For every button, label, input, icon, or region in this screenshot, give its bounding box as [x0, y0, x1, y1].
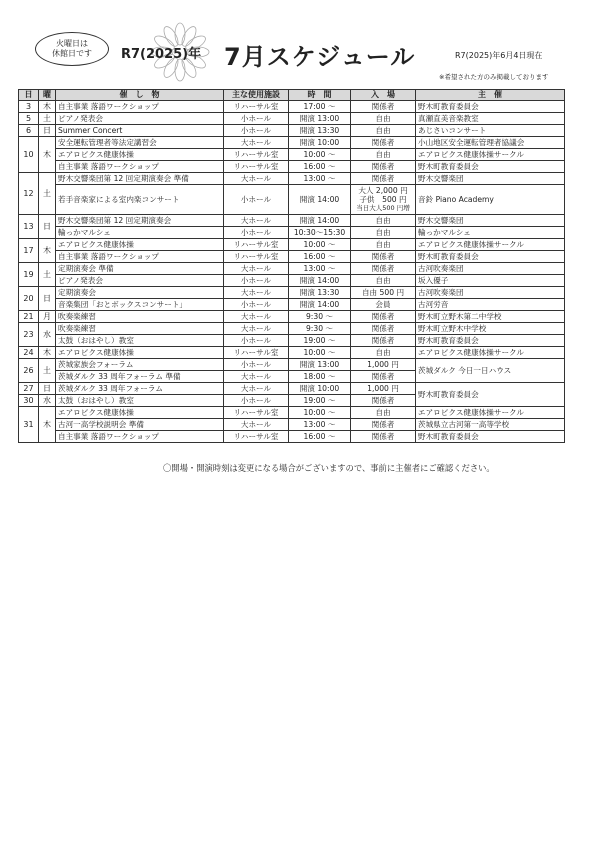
admission-cell: 関係者: [351, 137, 416, 149]
weekday-cell: 土: [39, 263, 56, 287]
col-header-venue: 主な使用施設: [224, 90, 289, 101]
organizer-cell: 古河労音: [416, 299, 565, 311]
venue-cell: 小ホール: [224, 185, 289, 215]
venue-cell: 小ホール: [224, 275, 289, 287]
venue-cell: 小ホール: [224, 299, 289, 311]
day-cell: 19: [19, 263, 39, 287]
organizer-cell: 野木町教育委員会: [416, 101, 565, 113]
time-cell: 開演 14:00: [289, 299, 351, 311]
day-cell: 10: [19, 137, 39, 173]
event-cell: 若手音楽家による室内楽コンサート: [56, 185, 224, 215]
time-cell: 19:00 ～: [289, 335, 351, 347]
event-cell: 定期演奏会: [56, 287, 224, 299]
venue-cell: 大ホール: [224, 137, 289, 149]
weekday-cell: 月: [39, 311, 56, 323]
time-cell: 開演 13:30: [289, 125, 351, 137]
listing-note: ※希望された方のみ掲載しております: [439, 73, 549, 81]
venue-cell: リハーサル室: [224, 407, 289, 419]
event-cell: 自主事業 落語ワークショップ: [56, 101, 224, 113]
table-row: [19, 347, 565, 359]
organizer-cell: 坂入優子: [416, 275, 565, 287]
admission-cell: 関係者: [351, 395, 416, 407]
venue-cell: 小ホール: [224, 395, 289, 407]
admission-line: 当日大人500 円増: [356, 204, 410, 212]
time-cell: 10:00 ～: [289, 149, 351, 161]
table-row: [19, 101, 565, 113]
event-cell: 定期演奏会 準備: [56, 263, 224, 275]
admission-cell: 1,000 円: [351, 359, 416, 371]
organizer-cell: 野木町立野木第二中学校: [416, 311, 565, 323]
table-row: [19, 227, 565, 239]
venue-cell: 大ホール: [224, 383, 289, 395]
event-cell: 古河一高学校説明会 準備: [56, 419, 224, 431]
schedule-body: [19, 101, 565, 443]
venue-cell: 大ホール: [224, 215, 289, 227]
time-cell: 18:00 ～: [289, 371, 351, 383]
col-header-time: 時 間: [289, 90, 351, 101]
event-cell: 輪っかマルシェ: [56, 227, 224, 239]
admission-cell: 関係者: [351, 173, 416, 185]
venue-cell: 大ホール: [224, 287, 289, 299]
time-cell: 開演 13:30: [289, 287, 351, 299]
admission-cell: 自由: [351, 125, 416, 137]
admission-cell: [351, 185, 416, 215]
venue-cell: 大ホール: [224, 311, 289, 323]
schedule-table: [18, 89, 565, 443]
organizer-cell: 古河吹奏楽団: [416, 263, 565, 275]
weekday-cell: 水: [39, 323, 56, 347]
admission-cell: 関係者: [351, 263, 416, 275]
admission-cell: 関係者: [351, 251, 416, 263]
venue-cell: 大ホール: [224, 263, 289, 275]
admission-cell: 関係者: [351, 431, 416, 443]
event-cell: 野木交響楽団第 12 回定期演奏会 準備: [56, 173, 224, 185]
day-cell: 23: [19, 323, 39, 347]
table-row: [19, 407, 565, 419]
weekday-cell: 木: [39, 407, 56, 443]
venue-cell: リハーサル室: [224, 431, 289, 443]
time-cell: 開演 10:00: [289, 383, 351, 395]
admission-cell: 関係者: [351, 161, 416, 173]
admission-cell: 自由: [351, 347, 416, 359]
event-cell: エアロビクス健康体操: [56, 347, 224, 359]
day-cell: 20: [19, 287, 39, 311]
organizer-cell: 野木交響楽団: [416, 215, 565, 227]
day-cell: 5: [19, 113, 39, 125]
event-cell: エアロビクス健康体操: [56, 239, 224, 251]
event-cell: 茨城家族会フォーラム: [56, 359, 224, 371]
event-cell: Summer Concert: [56, 125, 224, 137]
table-row: [19, 113, 565, 125]
table-row: [19, 299, 565, 311]
time-cell: 13:00 ～: [289, 173, 351, 185]
admission-cell: 会員: [351, 299, 416, 311]
organizer-cell: エアロビクス健康体操サークル: [416, 407, 565, 419]
table-row: [19, 287, 565, 299]
organizer-cell: 野木町教育委員会: [416, 251, 565, 263]
table-row: [19, 149, 565, 161]
header-row: [19, 90, 565, 101]
admission-cell: 自由 500 円: [351, 287, 416, 299]
time-cell: 10:00 ～: [289, 347, 351, 359]
organizer-cell: 茨城ダルク 今日一日ハウス: [416, 359, 565, 383]
organizer-cell: 音鈴 Piano Academy: [416, 185, 565, 215]
time-cell: 開演 10:00: [289, 137, 351, 149]
weekday-cell: 日: [39, 287, 56, 311]
venue-cell: 小ホール: [224, 335, 289, 347]
event-cell: 自主事業 落語ワークショップ: [56, 161, 224, 173]
event-cell: 野木交響楽団第 12 回定期演奏会: [56, 215, 224, 227]
venue-cell: 小ホール: [224, 113, 289, 125]
table-row: [19, 359, 565, 371]
day-cell: 26: [19, 359, 39, 383]
day-cell: 21: [19, 311, 39, 323]
admission-cell: 1,000 円: [351, 383, 416, 395]
event-cell: 吹奏楽練習: [56, 311, 224, 323]
table-row: [19, 335, 565, 347]
organizer-cell: 野木町教育委員会: [416, 383, 565, 407]
day-cell: 30: [19, 395, 39, 407]
col-header-organizer: 主 催: [416, 90, 565, 101]
weekday-cell: 木: [39, 347, 56, 359]
venue-cell: リハーサル室: [224, 149, 289, 161]
bubble-line-1: 火曜日は: [56, 39, 88, 48]
table-row: [19, 383, 565, 395]
day-cell: 3: [19, 101, 39, 113]
event-cell: エアロビクス健康体操: [56, 149, 224, 161]
event-cell: 安全運転管理者等法定講習会: [56, 137, 224, 149]
time-cell: 開演 13:00: [289, 113, 351, 125]
table-row: [19, 251, 565, 263]
weekday-cell: 日: [39, 125, 56, 137]
as-of-date: R7(2025)年6月4日現在: [455, 51, 543, 60]
time-cell: 開演 14:00: [289, 215, 351, 227]
table-row: [19, 125, 565, 137]
organizer-cell: 輪っかマルシェ: [416, 227, 565, 239]
organizer-cell: 野木町教育委員会: [416, 431, 565, 443]
weekday-cell: 土: [39, 173, 56, 215]
weekday-cell: 日: [39, 383, 56, 395]
time-cell: 開演 13:00: [289, 359, 351, 371]
venue-cell: リハーサル室: [224, 239, 289, 251]
venue-cell: 大ホール: [224, 323, 289, 335]
time-cell: 開演 14:00: [289, 275, 351, 287]
table-row: [19, 185, 565, 215]
venue-cell: 小ホール: [224, 359, 289, 371]
time-cell: 10:30～15:30: [289, 227, 351, 239]
event-cell: ピアノ発表会: [56, 113, 224, 125]
venue-cell: リハーサル室: [224, 251, 289, 263]
time-cell: 19:00 ～: [289, 395, 351, 407]
table-row: [19, 215, 565, 227]
organizer-cell: エアロビクス健康体操サークル: [416, 149, 565, 161]
day-cell: 31: [19, 407, 39, 443]
admission-cell: 自由: [351, 113, 416, 125]
venue-cell: 大ホール: [224, 419, 289, 431]
col-header-admission: 入 場: [351, 90, 416, 101]
era-label: R7(2025)年: [121, 47, 202, 62]
event-cell: 太鼓（おはやし）教室: [56, 395, 224, 407]
admission-line: 子供 500 円: [359, 195, 407, 204]
day-cell: 17: [19, 239, 39, 263]
event-cell: 太鼓（おはやし）教室: [56, 335, 224, 347]
table-row: [19, 263, 565, 275]
table-row: [19, 323, 565, 335]
venue-cell: リハーサル室: [224, 161, 289, 173]
time-cell: 10:00 ～: [289, 239, 351, 251]
table-row: [19, 419, 565, 431]
col-header-day: 日: [19, 90, 39, 101]
footer-note: 〇開場・開演時刻は変更になる場合がございますので、事前に主催者にご確認ください。: [163, 463, 495, 473]
event-cell: ピアノ発表会: [56, 275, 224, 287]
admission-cell: 自由: [351, 215, 416, 227]
organizer-cell: 野木交響楽団: [416, 173, 565, 185]
admission-cell: 関係者: [351, 101, 416, 113]
venue-cell: 小ホール: [224, 125, 289, 137]
time-cell: 10:00 ～: [289, 407, 351, 419]
weekday-cell: 木: [39, 101, 56, 113]
day-cell: 12: [19, 173, 39, 215]
table-row: [19, 161, 565, 173]
venue-cell: 小ホール: [224, 227, 289, 239]
time-cell: 16:00 ～: [289, 431, 351, 443]
time-cell: 開演 14:00: [289, 185, 351, 215]
admission-cell: 自由: [351, 239, 416, 251]
weekday-cell: 土: [39, 113, 56, 125]
admission-cell: 自由: [351, 275, 416, 287]
time-cell: 9:30 ～: [289, 311, 351, 323]
admission-cell: 関係者: [351, 371, 416, 383]
venue-cell: 大ホール: [224, 173, 289, 185]
admission-cell: 関係者: [351, 323, 416, 335]
table-row: [19, 137, 565, 149]
day-cell: 24: [19, 347, 39, 359]
organizer-cell: 古河吹奏楽団: [416, 287, 565, 299]
table-row: [19, 239, 565, 251]
organizer-cell: 茨城県立古河第一高等学校: [416, 419, 565, 431]
time-cell: 16:00 ～: [289, 251, 351, 263]
organizer-cell: 小山地区安全運転管理者協議会: [416, 137, 565, 149]
col-header-weekday: 曜: [39, 90, 56, 101]
weekday-cell: 水: [39, 395, 56, 407]
admission-line: 大人 2,000 円: [358, 186, 408, 195]
day-cell: 27: [19, 383, 39, 395]
event-cell: 茨城ダルク 33 周年フォーラム: [56, 383, 224, 395]
time-cell: 13:00 ～: [289, 263, 351, 275]
table-row: [19, 431, 565, 443]
venue-cell: 大ホール: [224, 371, 289, 383]
col-header-event: 催 し 物: [56, 90, 224, 101]
table-row: [19, 311, 565, 323]
day-cell: 6: [19, 125, 39, 137]
weekday-cell: 土: [39, 359, 56, 383]
admission-cell: 関係者: [351, 419, 416, 431]
event-cell: 自主事業 落語ワークショップ: [56, 251, 224, 263]
admission-cell: 自由: [351, 407, 416, 419]
table-row: [19, 275, 565, 287]
page-title: 7月スケジュール: [224, 43, 416, 71]
event-cell: 吹奏楽練習: [56, 323, 224, 335]
time-cell: 13:00 ～: [289, 419, 351, 431]
time-cell: 17:00 ～: [289, 101, 351, 113]
weekday-cell: 木: [39, 137, 56, 173]
organizer-cell: 野木町教育委員会: [416, 161, 565, 173]
time-cell: 16:00 ～: [289, 161, 351, 173]
organizer-cell: 真瀬直美音楽教室: [416, 113, 565, 125]
admission-cell: 関係者: [351, 311, 416, 323]
weekday-cell: 木: [39, 239, 56, 263]
admission-cell: 自由: [351, 227, 416, 239]
organizer-cell: エアロビクス健康体操サークル: [416, 347, 565, 359]
event-cell: 茨城ダルク 33 周年フォーラム 準備: [56, 371, 224, 383]
event-cell: エアロビクス健康体操: [56, 407, 224, 419]
bubble-line-2: 休館日です: [52, 49, 92, 58]
table-row: [19, 173, 565, 185]
admission-cell: 自由: [351, 149, 416, 161]
admission-cell: 関係者: [351, 335, 416, 347]
organizer-cell: あじさいコンサート: [416, 125, 565, 137]
venue-cell: リハーサル室: [224, 101, 289, 113]
weekday-cell: 日: [39, 215, 56, 239]
organizer-cell: 野木町教育委員会: [416, 335, 565, 347]
time-cell: 9:30 ～: [289, 323, 351, 335]
organizer-cell: 野木町立野木中学校: [416, 323, 565, 335]
event-cell: 音楽集団「おとボックスコンサート」: [56, 299, 224, 311]
day-cell: 13: [19, 215, 39, 239]
closed-day-bubble: [35, 32, 109, 66]
venue-cell: リハーサル室: [224, 347, 289, 359]
organizer-cell: エアロビクス健康体操サークル: [416, 239, 565, 251]
event-cell: 自主事業 落語ワークショップ: [56, 431, 224, 443]
